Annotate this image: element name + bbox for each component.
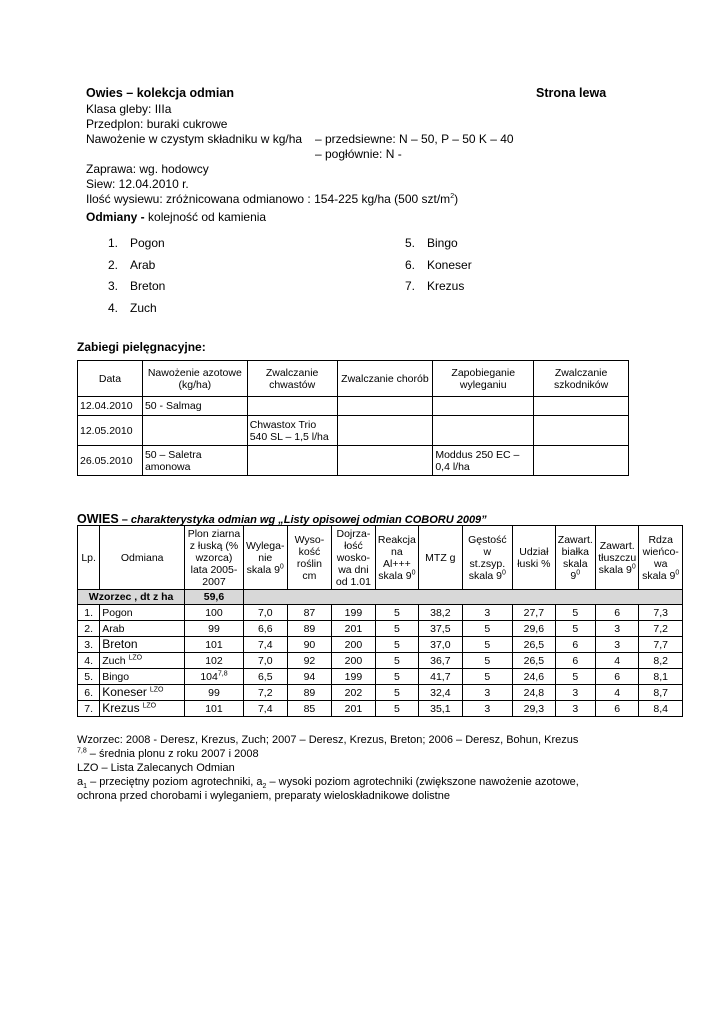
- table-cell: 5: [375, 605, 418, 621]
- column-header: Data: [78, 361, 143, 397]
- previous-crop: Przedplon: buraki cukrowe: [86, 117, 228, 131]
- table-cell: 12.04.2010: [78, 397, 143, 416]
- reference-empty: [243, 590, 682, 605]
- characteristics-body: [78, 605, 683, 717]
- footnote-lzo: LZO – Lista Zalecanych Odmian: [77, 762, 235, 774]
- table-cell: 5: [375, 685, 418, 701]
- table-cell: 6,5: [243, 669, 287, 685]
- document-title: Owies – kolekcja odmian: [86, 86, 234, 100]
- reference-value: 59,6: [185, 590, 244, 605]
- table-cell: 1.: [78, 605, 100, 621]
- table-cell: 24,8: [513, 685, 555, 701]
- seed-dressing: Zaprawa: wg. hodowcy: [86, 162, 209, 176]
- footnote-average: $^{7,8}$ – średnia plonu z roku 2007 i 2008: [77, 747, 259, 760]
- table-cell: 7,0: [243, 605, 287, 621]
- list-item: 7. Krezus: [405, 279, 465, 293]
- table-cell: 50 – Saletra amonowa: [142, 446, 247, 476]
- table-cell: 7,3: [639, 605, 683, 621]
- table-cell: 37,5: [419, 621, 462, 637]
- table-cell: 200: [332, 653, 375, 669]
- column-header: Zwalczanie chwastów: [247, 361, 337, 397]
- table-cell: 6: [596, 701, 639, 717]
- table-cell: 5: [375, 701, 418, 717]
- table-cell: 36,7: [419, 653, 462, 669]
- table-cell: 2.: [78, 621, 100, 637]
- table-cell: [337, 397, 433, 416]
- table-cell: 41,7: [419, 669, 462, 685]
- table-cell: 85: [287, 701, 331, 717]
- table-cell: 26,5: [513, 653, 555, 669]
- table-cell: 199: [332, 669, 375, 685]
- table-cell: Moddus 250 EC – 0,4 l/ha: [433, 446, 534, 476]
- table-cell: [337, 446, 433, 476]
- table-cell: [534, 416, 629, 446]
- table-cell: 3: [555, 701, 595, 717]
- table-cell: [433, 416, 534, 446]
- table-cell: 3: [555, 685, 595, 701]
- table-cell: 5: [375, 653, 418, 669]
- table-cell: 5: [462, 653, 513, 669]
- table-cell: 7,4: [243, 637, 287, 653]
- table-cell: 89: [287, 621, 331, 637]
- fertilization-presowing: – przedsiewne: N – 50, P – 50 K – 40: [315, 132, 514, 146]
- variety-name: Bingo: [100, 669, 185, 685]
- table-row: [78, 701, 683, 717]
- table-cell: 8,4: [639, 701, 683, 717]
- variety-name: Koneser $^{LZO}$: [100, 685, 185, 701]
- variety-name: Breton: [100, 637, 185, 653]
- table-cell: 104$^{7,8}$: [185, 669, 244, 685]
- table-cell: 3: [596, 637, 639, 653]
- column-header: Plon ziarna z łuską (% wzorca) lata 2005-2007: [185, 526, 244, 590]
- table-cell: [247, 446, 337, 476]
- table-cell: 99: [185, 621, 244, 637]
- table-cell: 202: [332, 685, 375, 701]
- table-row: [78, 605, 683, 621]
- column-header: Lp.: [78, 526, 100, 590]
- list-item: 5. Bingo: [405, 236, 458, 250]
- table-cell: 90: [287, 637, 331, 653]
- column-header: Wyso-kość roślin cm: [287, 526, 331, 590]
- footnote-agrotechnics: $a_1$ – przeciętny poziom agrotechniki, $a_2$ – wysoki poziom agrotechniki (zwiększone nawożenie azotowe,: [77, 776, 579, 791]
- table-row: [78, 637, 683, 653]
- column-header: Zawart. białka skala $9^0$: [555, 526, 595, 590]
- table-row: [78, 653, 683, 669]
- table-cell: 5.: [78, 669, 100, 685]
- variety-name: Zuch $^{LZO}$: [100, 653, 185, 669]
- column-header: Odmiana: [100, 526, 185, 590]
- table-cell: 5: [555, 605, 595, 621]
- table-cell: 94: [287, 669, 331, 685]
- table-cell: 7,7: [639, 637, 683, 653]
- table-cell: 5: [462, 669, 513, 685]
- characteristics-heading: OWIES – charakterystyka odmian wg „Listy opisowej odmian COBORU 2009”: [77, 512, 487, 526]
- varieties-list-right: [405, 233, 472, 298]
- table-cell: 27,7: [513, 605, 555, 621]
- sowing-date: Siew: 12.04.2010 r.: [86, 177, 189, 191]
- seeding-rate: Ilość wysiewu: zróżnicowana odmianowo : 154-225 kg/ha (500 szt/$m^2$): [86, 192, 459, 206]
- table-cell: [433, 397, 534, 416]
- table-row: [78, 685, 683, 701]
- table-cell: 8,1: [639, 669, 683, 685]
- table-cell: 7,2: [243, 685, 287, 701]
- table-cell: 32,4: [419, 685, 462, 701]
- table-cell: 3: [462, 701, 513, 717]
- table-cell: 6,6: [243, 621, 287, 637]
- fertilization-topdressing: – pogłównie: N -: [315, 147, 402, 161]
- table-cell: 5: [375, 621, 418, 637]
- table-cell: [534, 446, 629, 476]
- table-cell: 102: [185, 653, 244, 669]
- table-row: [78, 446, 629, 476]
- list-item: 6. Koneser: [405, 257, 472, 272]
- column-header: Udział łuski %: [513, 526, 555, 590]
- table-cell: 7,2: [639, 621, 683, 637]
- table-cell: 12.05.2010: [78, 416, 143, 446]
- footnote-agrotechnics-cont: ochrona przed chorobami i wyleganiem, preparaty wieloskładnikowe dolistne: [77, 790, 450, 802]
- table-cell: 5: [462, 621, 513, 637]
- column-header: Dojrza-łość wosko-wa dni od 1.01: [332, 526, 375, 590]
- table-cell: [142, 416, 247, 446]
- table-cell: 37,0: [419, 637, 462, 653]
- list-item: 1. Pogon: [108, 236, 165, 250]
- column-header: Wylega-nie skala $9^0$: [243, 526, 287, 590]
- table-cell: 100: [185, 605, 244, 621]
- table-cell: 5: [555, 621, 595, 637]
- column-header: Gęstość w st.zsyp. skala $9^0$: [462, 526, 513, 590]
- table-cell: 92: [287, 653, 331, 669]
- table-cell: 101: [185, 701, 244, 717]
- table-cell: 3: [462, 685, 513, 701]
- treatments-table: [77, 360, 629, 476]
- table-cell: 6: [555, 637, 595, 653]
- table-cell: 5: [375, 669, 418, 685]
- table-cell: 26.05.2010: [78, 446, 143, 476]
- table-cell: 29,6: [513, 621, 555, 637]
- table-cell: 6.: [78, 685, 100, 701]
- table-cell: 3.: [78, 637, 100, 653]
- list-item: 3. Breton: [108, 279, 166, 293]
- table-cell: 50 - Salmag: [142, 397, 247, 416]
- table-cell: [337, 416, 433, 446]
- varieties-heading: Odmiany - kolejność od kamienia: [86, 210, 267, 224]
- table-cell: 6: [555, 653, 595, 669]
- table-cell: 201: [332, 701, 375, 717]
- varieties-list-left: [108, 233, 165, 319]
- table-row: [78, 397, 629, 416]
- soil-class: Klasa gleby: IIIa: [86, 102, 172, 116]
- column-header: Zapobieganie wyleganiu: [433, 361, 534, 397]
- column-header: Nawożenie azotowe (kg/ha): [142, 361, 247, 397]
- table-cell: 26,5: [513, 637, 555, 653]
- variety-name: Krezus $^{LZO}$: [100, 701, 185, 717]
- table-cell: 4: [596, 653, 639, 669]
- column-header: Zawart. tłuszczu skala $9^0$: [596, 526, 639, 590]
- table-cell: 8,2: [639, 653, 683, 669]
- column-header: Rdza wieńco-wa skala $9^0$: [639, 526, 683, 590]
- variety-name: Arab: [100, 621, 185, 637]
- footnotes: [77, 733, 579, 803]
- list-item: 2. Arab: [108, 257, 156, 272]
- table-cell: 5: [375, 637, 418, 653]
- table-cell: [534, 397, 629, 416]
- column-header: Zwalczanie szkodników: [534, 361, 629, 397]
- table-cell: 5: [555, 669, 595, 685]
- table-cell: 29,3: [513, 701, 555, 717]
- table-cell: 5: [462, 637, 513, 653]
- table-cell: 101: [185, 637, 244, 653]
- table-cell: 4: [596, 685, 639, 701]
- column-header: MTZ g: [419, 526, 462, 590]
- table-cell: 89: [287, 685, 331, 701]
- table-cell: 3: [596, 621, 639, 637]
- table-cell: 38,2: [419, 605, 462, 621]
- table-cell: 99: [185, 685, 244, 701]
- table-cell: 7.: [78, 701, 100, 717]
- table-header-row: [78, 361, 629, 397]
- table-cell: 7,0: [243, 653, 287, 669]
- column-header: Reakcja na Al+++ skala $9^0$: [375, 526, 418, 590]
- table-header-row: [78, 526, 683, 590]
- column-header: Zwalczanie chorób: [337, 361, 433, 397]
- footnote-reference: Wzorzec: 2008 - Deresz, Krezus, Zuch; 2007 – Deresz, Krezus, Breton; 2006 – Deresz, Bohun, Krezus: [77, 734, 579, 746]
- reference-row: [78, 590, 683, 605]
- table-row: [78, 416, 629, 446]
- treatments-heading: Zabiegi pielęgnacyjne:: [77, 340, 206, 354]
- table-cell: 35,1: [419, 701, 462, 717]
- table-cell: 8,7: [639, 685, 683, 701]
- table-cell: 201: [332, 621, 375, 637]
- reference-label: Wzorzec , dt z ha: [78, 590, 185, 605]
- characteristics-table: [77, 525, 683, 717]
- table-cell: [247, 397, 337, 416]
- table-cell: 3: [462, 605, 513, 621]
- fertilization-label: Nawożenie w czystym składniku w kg/ha: [86, 132, 303, 146]
- table-cell: 6: [596, 605, 639, 621]
- table-cell: 6: [596, 669, 639, 685]
- table-cell: 87: [287, 605, 331, 621]
- list-item: 4. Zuch: [108, 300, 157, 315]
- variety-name: Pogon: [100, 605, 185, 621]
- table-cell: 4.: [78, 653, 100, 669]
- table-cell: 199: [332, 605, 375, 621]
- table-cell: 7,4: [243, 701, 287, 717]
- page-side-label: Strona lewa: [536, 86, 607, 100]
- table-row: [78, 621, 683, 637]
- table-row: [78, 669, 683, 685]
- table-cell: 200: [332, 637, 375, 653]
- table-cell: Chwastox Trio 540 SL – 1,5 l/ha: [247, 416, 337, 446]
- table-cell: 24,6: [513, 669, 555, 685]
